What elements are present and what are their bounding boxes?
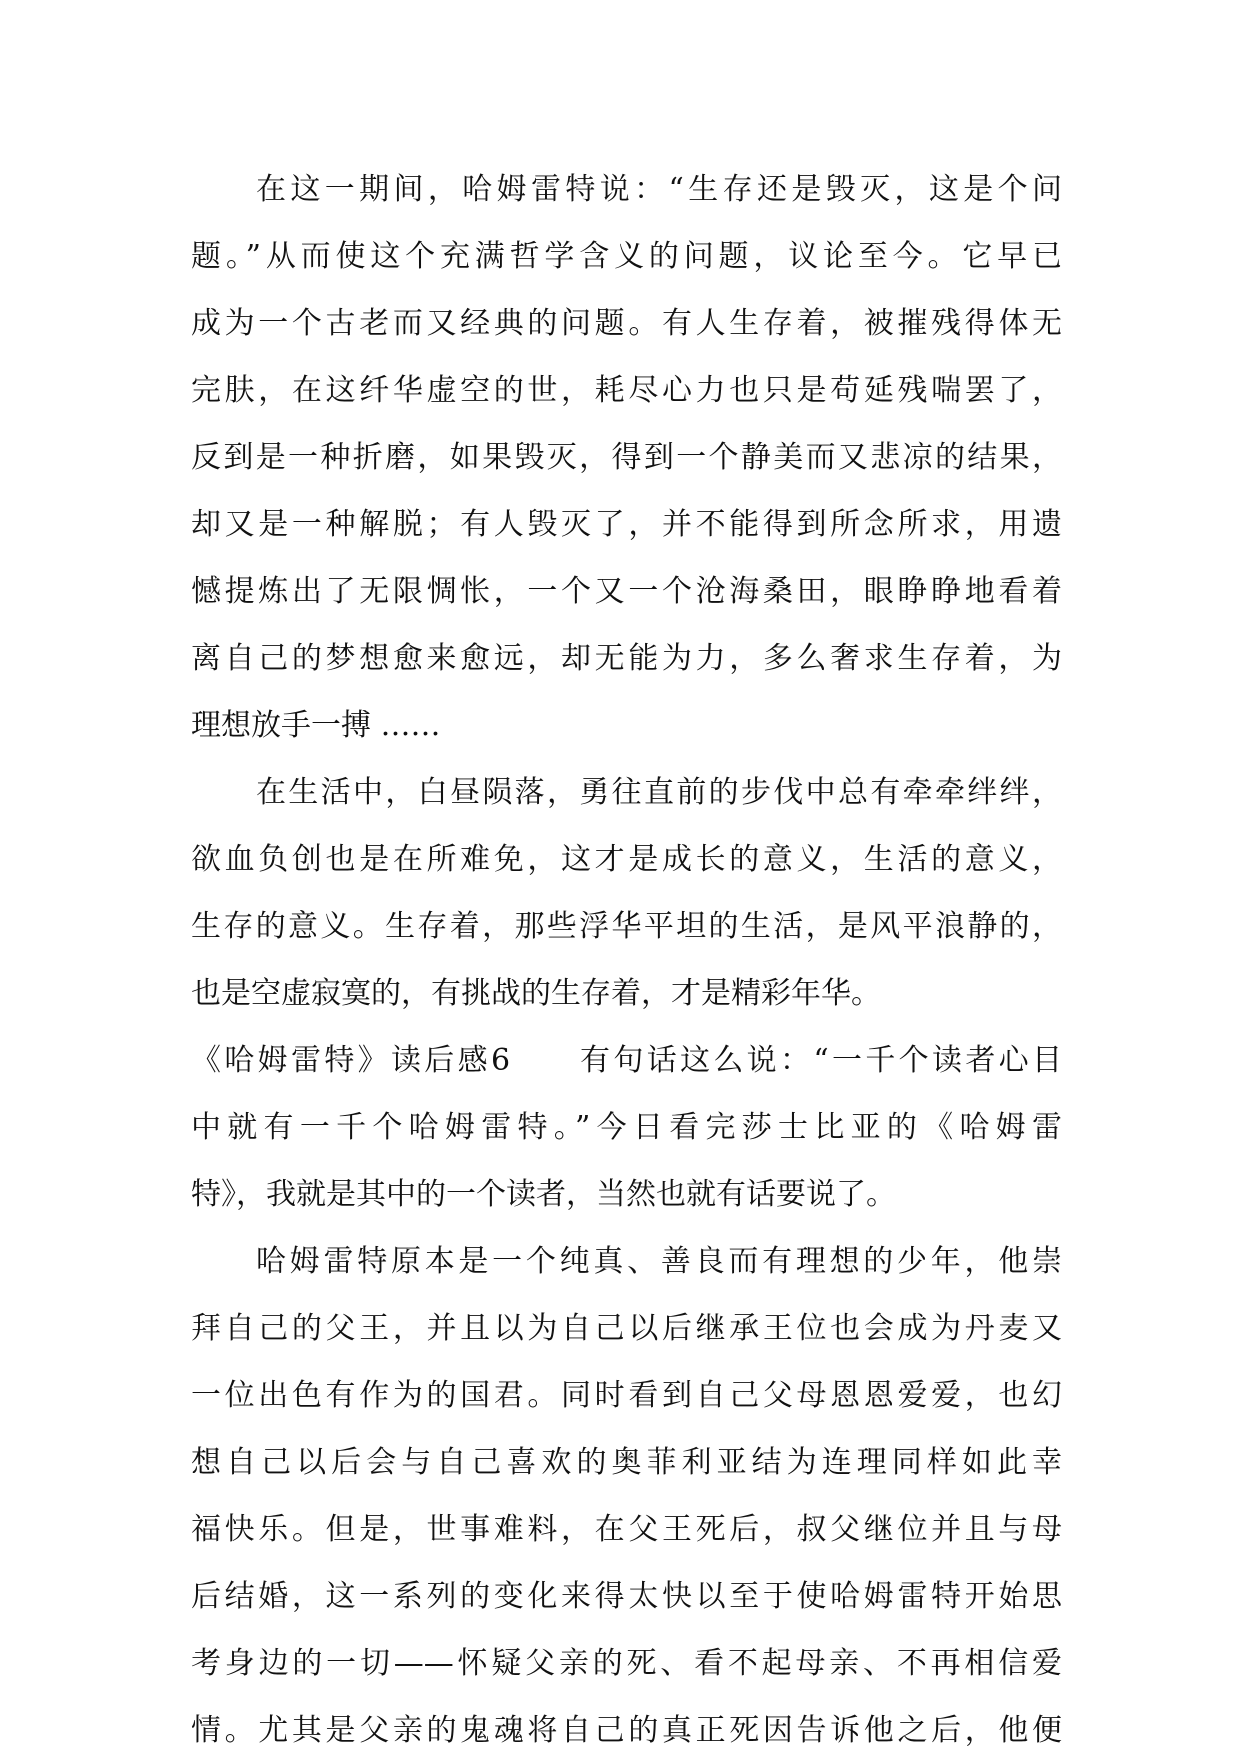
text-line: 憾提炼出了无限惆怅，一个又一个沧海桑田，眼睁睁地看着 [191, 574, 1062, 609]
section-heading-line: 《哈姆雷特》读后感6 有句话这么说：“一千个读者心目 [191, 1043, 1062, 1078]
text-line: 却又是一种解脱；有人毁灭了，并不能得到所念所求，用遗 [191, 507, 1062, 542]
text-line: 理想放手一搏 …… [191, 708, 441, 743]
text-line: 在这一期间，哈姆雷特说：“生存还是毁灭，这是个问 [256, 172, 1062, 207]
text-line: 欲血负创也是在所难免，这才是成长的意义，生活的意义， [191, 842, 1062, 877]
text-line: 也是空虚寂寞的，有挑战的生存着，才是精彩年华。 [191, 976, 881, 1011]
text-line: 哈姆雷特原本是一个纯真、善良而有理想的少年，他崇 [256, 1244, 1062, 1279]
text-line: 反到是一种折磨，如果毁灭，得到一个静美而又悲凉的结果， [191, 440, 1062, 475]
text-line: 福快乐。但是，世事难料，在父王死后，叔父继位并且与母 [191, 1512, 1062, 1547]
text-line: 拜自己的父王，并且以为自己以后继承王位也会成为丹麦又 [191, 1311, 1062, 1346]
text-line: 后结婚，这一系列的变化来得太快以至于使哈姆雷特开始思 [191, 1579, 1062, 1614]
text-line: 想自己以后会与自己喜欢的奥菲利亚结为连理同样如此幸 [191, 1445, 1062, 1480]
text-line: 一位出色有作为的国君。同时看到自己父母恩恩爱爱，也幻 [191, 1378, 1062, 1413]
text-line: 离自己的梦想愈来愈远，却无能为力，多么奢求生存着，为 [191, 641, 1062, 676]
text-line: 考身边的一切——怀疑父亲的死、看不起母亲、不再相信爱 [191, 1646, 1062, 1681]
text-line: 完肤，在这纤华虚空的世，耗尽心力也只是苟延残喘罢了， [191, 373, 1062, 408]
text-line: 生存的意义。生存着，那些浮华平坦的生活，是风平浪静的， [191, 909, 1062, 944]
text-line: 中就有一千个哈姆雷特。”今日看完莎士比亚的《哈姆雷 [191, 1110, 1062, 1145]
text-line: 题。”从而使这个充满哲学含义的问题，议论至今。它早已 [191, 239, 1062, 274]
text-line: 情。尤其是父亲的鬼魂将自己的真正死因告诉他之后，他便 [191, 1713, 1062, 1748]
body-text [191, 156, 1062, 1764]
text-line: 成为一个古老而又经典的问题。有人生存着，被摧残得体无 [191, 306, 1062, 341]
text-line: 在生活中，白昼陨落，勇往直前的步伐中总有牵牵绊绊， [256, 775, 1062, 810]
text-line: 特》，我就是其中的一个读者，当然也就有话要说了。 [191, 1177, 896, 1212]
